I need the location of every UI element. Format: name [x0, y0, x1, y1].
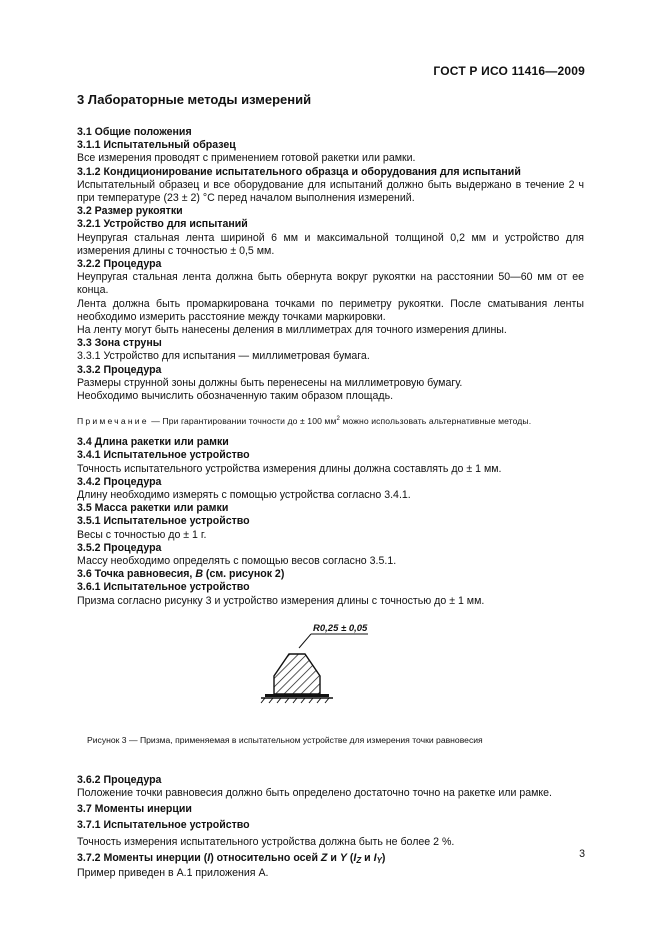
note: [77, 413, 584, 427]
document-body: [77, 92, 584, 880]
note-text-b: можно использовать альтернативные методы.: [339, 416, 532, 427]
text-3-7-1: Точность измерения испытательного устройства должна быть не более 2 %.: [77, 835, 455, 848]
heading-3-7-1: 3.7.1 Испытательное устройство: [77, 819, 250, 832]
heading-3-6-1: 3.6.1 Испытательное устройство: [77, 581, 250, 594]
text-3-3-2-b: Необходимо вычислить обозначенную таким образом площадь.: [77, 390, 394, 403]
heading-3-3: 3.3 Зона струны: [77, 337, 162, 350]
text-3-2-1: Неупругая стальная лента шириной 6 мм и максимальной толщиной 0,2 мм и устройство для измерения длины с точностью ± 0,5 мм.: [77, 231, 584, 257]
heading-3-2-1: 3.2.1 Устройство для испытаний: [77, 218, 248, 231]
text-3-3-1: 3.3.1 Устройство для испытания — миллиметровая бумага.: [77, 350, 370, 363]
heading-3-2: 3.2 Размер рукоятки: [77, 205, 183, 218]
figure-prism: [77, 612, 584, 724]
heading-3-4-2: 3.4.2 Процедура: [77, 475, 162, 488]
symbol-I: I: [207, 851, 211, 864]
prism-base: [265, 694, 329, 697]
heading-3-1: 3.1 Общие положения: [77, 126, 192, 138]
standard-number: ГОСТ Р ИСО 11416—2009: [433, 64, 585, 78]
heading-3-7-2-and: и: [327, 851, 340, 864]
heading-3-7-2-b: ) относительно осей: [210, 851, 321, 864]
prism-drawing: [77, 612, 584, 724]
prism-body: [274, 654, 320, 694]
heading-3-4: 3.4 Длина ракетки или рамки: [77, 436, 229, 449]
text-3-3-2-a: Размеры струнной зоны должны быть перенесены на миллиметровую бумагу.: [77, 376, 463, 389]
heading-3-3-2: 3.3.2 Процедура: [77, 363, 162, 376]
note-superscript: 2: [336, 416, 340, 423]
heading-3-7-2-paren: (: [346, 851, 354, 864]
symbol-Z: Z: [320, 851, 328, 864]
text-3-6-1: Призма согласно рисунку 3 и устройство измерения длины с точностью до ± 1 мм.: [77, 594, 485, 607]
figure-caption: Рисунок 3 — Призма, применяемая в испытательном устройстве для измерения точки равновесия: [87, 734, 483, 745]
heading-3-1-1: 3.1.1 Испытательный образец: [77, 139, 236, 152]
text-3-7-2: Пример приведен в А.1 приложения А.: [77, 866, 269, 879]
note-label: Примечание: [77, 416, 149, 427]
section-title: 3 Лабораторные методы измерений: [77, 92, 312, 107]
heading-3-7-2-close: ): [381, 851, 386, 864]
heading-3-6-b: B: [195, 568, 203, 581]
heading-3-5-1: 3.5.1 Испытательное устройство: [77, 515, 250, 528]
heading-3-7-2-a: 3.7.2 Моменты инерции (: [77, 851, 208, 864]
text-3-5-2: Массу необходимо определять с помощью весов согласно 3.5.1.: [77, 554, 397, 567]
heading-3-1-2: 3.1.2 Кондиционирование испытательного образца и оборудования для испытаний: [77, 165, 521, 178]
heading-3-6-a: 3.6 Точка равновесия,: [77, 568, 196, 581]
radius-label: R0,25 ± 0,05: [313, 622, 368, 634]
symbol-Iy: I: [373, 851, 377, 864]
text-3-2-2-c: На ленту могут быть нанесены деления в миллиметрах для точного измерения длины.: [77, 324, 507, 337]
text-3-2-2-a: Неупругая стальная лента должна быть обернута вокруг рукоятки на расстоянии 50—60 мм от ее конца.: [77, 271, 584, 297]
text-3-2-2-b: Лента должна быть промаркирована точками по периметру рукоятки. После сматывания ленты необходимо измерить расстояние между точками маркировки.: [77, 297, 584, 323]
heading-3-5-2: 3.5.2 Процедура: [77, 541, 162, 554]
text-3-4-1: Точность испытательного устройства измерения длины должна составлять до ± 1 мм.: [77, 462, 502, 475]
heading-3-4-1: 3.4.1 Испытательное устройство: [77, 449, 250, 462]
heading-3-2-2: 3.2.2 Процедура: [77, 258, 162, 271]
text-3-1-2: Испытательный образец и все оборудование для испытаний должно быть выдержано в течение 2 ч при температуре (23 ± 2) °С перед началом выполнения измерений.: [77, 178, 584, 205]
ground-hatch: [261, 698, 329, 703]
subscript-z: Z: [356, 855, 362, 865]
heading-3-7-2: [77, 852, 584, 867]
subscript-y: Y: [376, 855, 382, 865]
page-number: 3: [579, 848, 585, 860]
text-3-4-2: Длину необходимо измерять с помощью устройства согласно 3.4.1.: [77, 488, 411, 501]
symbol-Iz: I: [353, 851, 357, 864]
heading-3-6-c: (см. рисунок 2): [202, 568, 285, 581]
heading-3-5: 3.5 Масса ракетки или рамки: [77, 502, 229, 515]
leader-line: [299, 634, 311, 648]
text-3-6-2: Положение точки равновесия должно быть определено достаточно точно на ракетке или рамке.: [77, 786, 553, 799]
text-3-1-1: Все измерения проводят с применением готовой ракетки или рамки.: [77, 152, 416, 165]
heading-3-6-2: 3.6.2 Процедура: [77, 773, 162, 786]
heading-3-7-2-and2: и: [361, 851, 374, 864]
text-3-5-1: Весы с точностью до ± 1 г.: [77, 528, 207, 541]
heading-3-6: [77, 568, 584, 581]
heading-3-7: 3.7 Моменты инерции: [77, 803, 192, 816]
note-text-a: — При гарантировании точности до ± 100 мм: [148, 416, 337, 427]
symbol-Y: Y: [339, 851, 347, 864]
